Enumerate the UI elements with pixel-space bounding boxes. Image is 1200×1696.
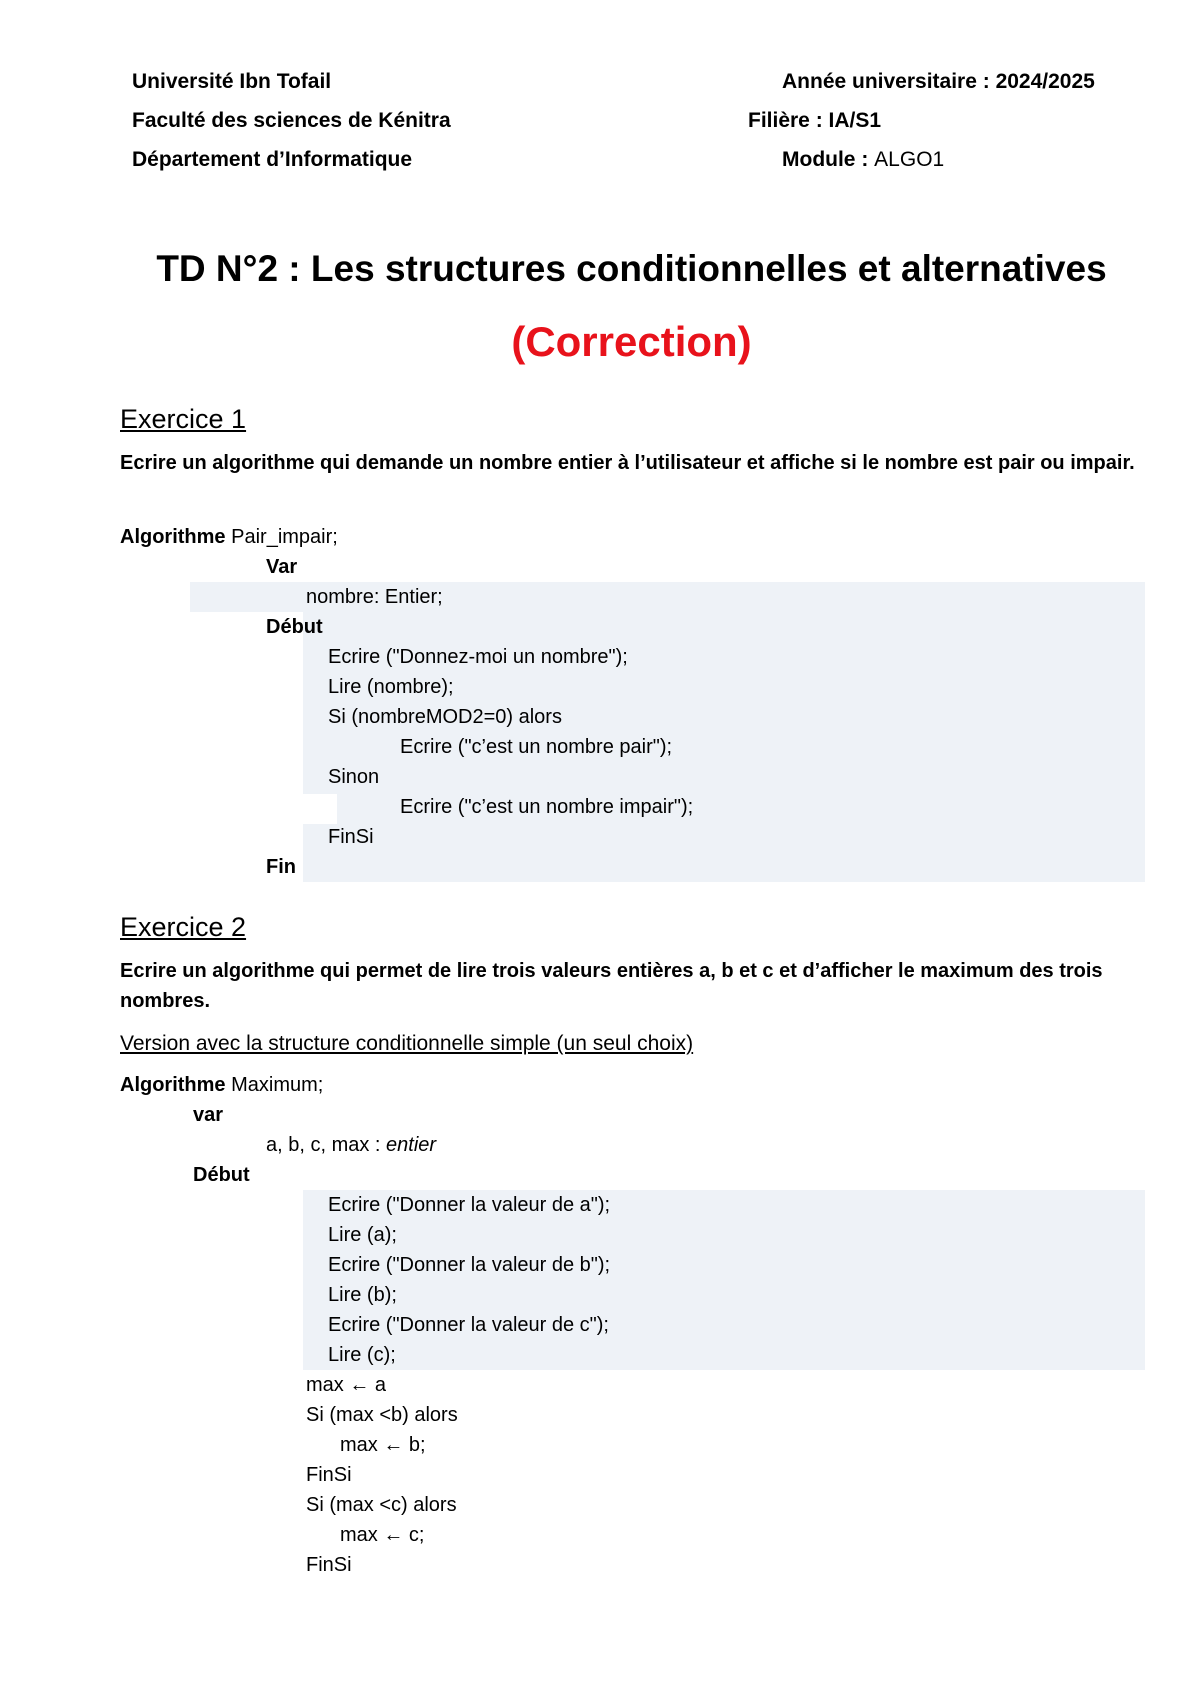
faculty-name: Faculté des sciences de Kénitra xyxy=(132,109,451,132)
code-line: FinSi xyxy=(306,1464,352,1486)
debut-keyword: Début xyxy=(193,1164,250,1186)
algo1-header xyxy=(120,526,338,549)
academic-year: Année universitaire : 2024/2025 xyxy=(782,70,1095,93)
filiere: Filière : IA/S1 xyxy=(748,109,882,132)
code-shade xyxy=(303,824,1145,882)
version-title: Version avec la structure conditionnelle simple (un seul choix) xyxy=(120,1032,694,1055)
code-line: Lire (a); xyxy=(328,1224,397,1246)
declared-variables: a, b, c, max : xyxy=(266,1134,381,1156)
debut-keyword: Début xyxy=(266,616,323,638)
algorithm-name: Pair_impair; xyxy=(231,526,338,548)
correction-label: (Correction) xyxy=(511,318,752,365)
module-prefix: Module : xyxy=(782,148,869,171)
module-line xyxy=(782,148,944,172)
code-line: Ecrire ("Donnez-moi un nombre"); xyxy=(328,646,628,668)
code-line: max ← a xyxy=(306,1374,387,1396)
variable-declaration: nombre: Entier; xyxy=(306,586,443,608)
code-shade xyxy=(303,612,1145,794)
var-keyword: Var xyxy=(266,556,298,578)
code-line: Ecrire ("Donner la valeur de b"); xyxy=(328,1254,611,1276)
code-line: Ecrire ("c’est un nombre pair"); xyxy=(400,736,673,758)
code-line: Ecrire ("c’est un nombre impair"); xyxy=(400,796,694,818)
module-value: ALGO1 xyxy=(874,148,945,171)
code-line: Sinon xyxy=(328,766,380,788)
code-line: FinSi xyxy=(328,826,374,848)
algorithm-name: Maximum; xyxy=(231,1074,324,1096)
variable-declaration xyxy=(266,1134,436,1157)
exercise2-statement: Ecrire un algorithme qui permet de lire trois valeurs entières a, b et c et d’afficher le maximum des trois nombres. xyxy=(120,960,1103,1012)
algorithm-keyword: Algorithme xyxy=(120,1074,226,1096)
page-title: TD N°2 : Les structures conditionnelles et alternatives xyxy=(156,248,1107,289)
exercise1-heading: Exercice 1 xyxy=(120,404,247,434)
code-line: Si (nombreMOD2=0) alors xyxy=(328,706,562,728)
code-shade xyxy=(303,1190,1145,1370)
fin-keyword: Fin xyxy=(266,856,296,878)
code-line: Ecrire ("Donner la valeur de a"); xyxy=(328,1194,611,1216)
code-line: Lire (c); xyxy=(328,1344,396,1366)
university-name: Université Ibn Tofail xyxy=(132,70,332,93)
code-line: max ← c; xyxy=(340,1524,425,1546)
code-line: Lire (b); xyxy=(328,1284,397,1306)
exercise1-statement: Ecrire un algorithme qui demande un nombre entier à l’utilisateur et affiche si le nombre est pair ou impair. xyxy=(120,452,1135,474)
code-line: FinSi xyxy=(306,1554,352,1576)
declared-type: entier xyxy=(386,1134,437,1156)
exercise2-heading: Exercice 2 xyxy=(120,912,247,942)
code-line: Lire (nombre); xyxy=(328,676,454,698)
department-name: Département d’Informatique xyxy=(132,148,413,171)
var-keyword: var xyxy=(193,1104,224,1126)
code-line: Si (max <b) alors xyxy=(306,1404,458,1426)
code-line: max ← b; xyxy=(340,1434,426,1456)
code-line: Ecrire ("Donner la valeur de c"); xyxy=(328,1314,609,1336)
algorithm-keyword: Algorithme xyxy=(120,526,226,548)
algo2-header xyxy=(120,1074,323,1097)
code-line: Si (max <c) alors xyxy=(306,1494,457,1516)
